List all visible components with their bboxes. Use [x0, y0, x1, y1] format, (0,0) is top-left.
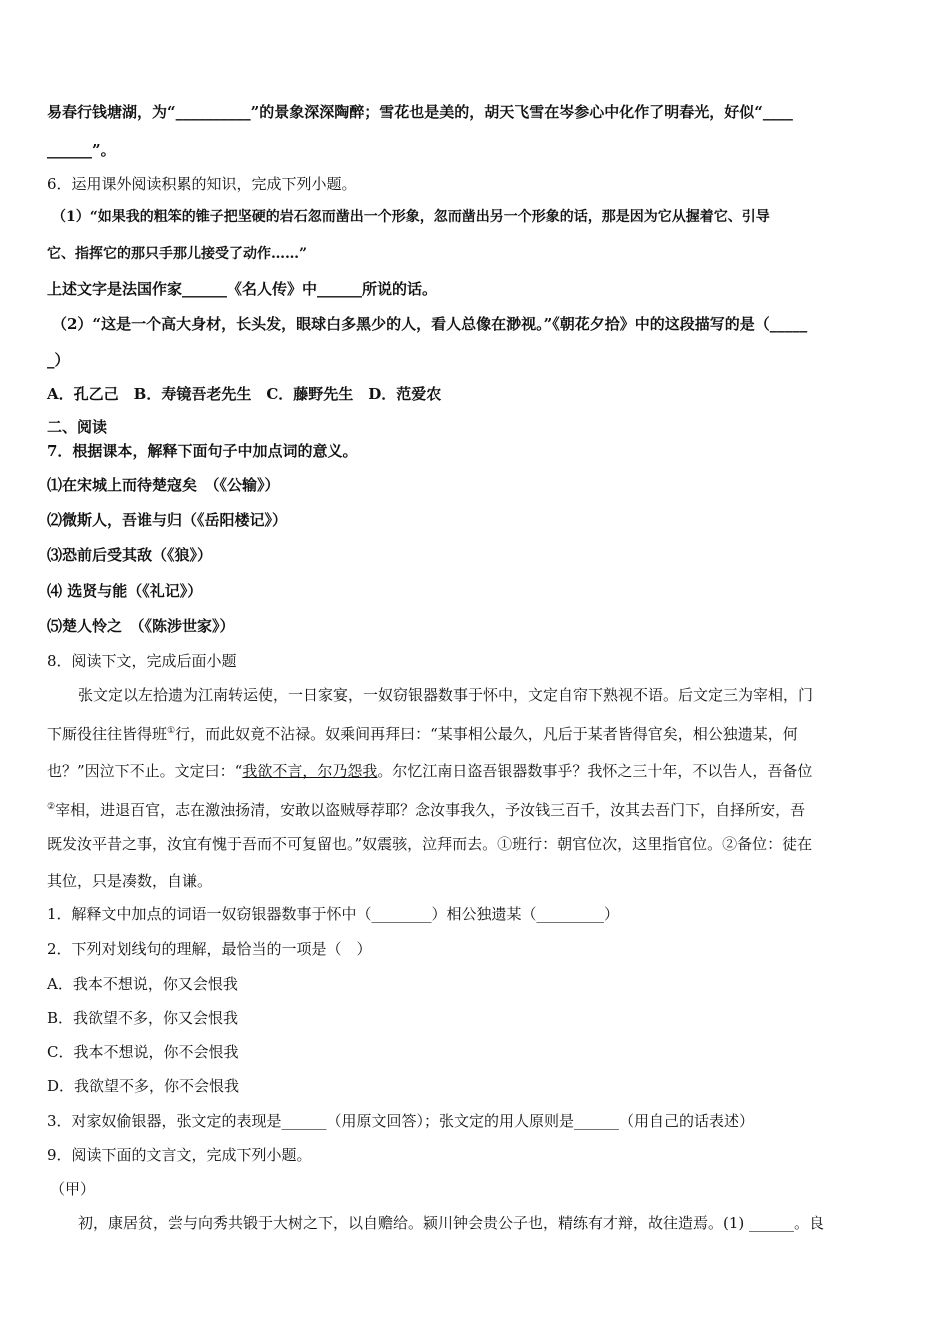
passage-text: 。尔忆江南日盗吾银器数事乎？我怀之三十年，不以告人，吾备位	[377, 762, 813, 780]
q6-sub2-question-line-2: _）	[47, 351, 70, 369]
q8-passage-line-5: 既发汝平昔之事，汝宜有愧于吾而不可复留也。”奴震骇，泣拜而去。①班行：朝官位次，这里指官位。②备位：徒在	[47, 835, 813, 853]
underlined-sentence: 我欲不言，尔乃怨我	[242, 762, 378, 780]
q8-passage-line-1: 张文定以左拾遗为江南转运使，一日家宴，一奴窃银器数事于怀中，文定自帘下熟视不语。后文定三为宰相，门	[78, 686, 814, 704]
q9-part-jia: （甲）	[50, 1180, 96, 1198]
q8-passage-line-6: 其位，只是凑数，自谦。	[47, 872, 213, 890]
passage-text: 也？”因泣下不止。文定曰：“	[47, 762, 243, 780]
q8-sub1: 1．解释文中加点的词语一奴窃银器数事于怀中（________）相公独遗某（_________）	[47, 905, 620, 923]
q5-text-line-1: 易春行钱塘湖，为“__________”的景象深深陶醉；雪花也是美的，胡天飞雪在岑参心中化作了明春光，好似“____	[47, 103, 793, 121]
q6-options: A．孔乙己 B．寿镜吾老先生 C．藤野先生 D．范爱农	[47, 385, 442, 403]
q8-option-d: D．我欲望不多，你不会恨我	[47, 1077, 240, 1095]
passage-text: 宰相，进退百官，志在激浊扬清，安敢以盗贼辱荐耶？念汝事我久，予汝钱三百千，汝其去吾门下，自择所安，吾	[55, 801, 806, 819]
passage-text: 下厮役往往皆得班	[47, 725, 168, 743]
q7-heading: 7．根据课本，解释下面句子中加点词的意义。	[47, 442, 358, 460]
footnote-mark-1: ①	[167, 726, 176, 736]
q7-item-4: ⑷ 选贤与能（《礼记》）	[47, 582, 203, 600]
q6-sub2-question-line-1: （2）“这是一个高大身材，长头发，眼球白多黑少的人，看人总像在渺视。”《朝花夕拾》中的这段描写的是（_____	[52, 315, 808, 333]
q6-heading: 6．运用课外阅读积累的知识，完成下列小题。	[47, 175, 357, 193]
q8-passage-line-2	[47, 720, 798, 745]
q6-quote-line-1: （1）“如果我的粗笨的锥子把坚硬的岩石忽而凿出一个形象，忽而凿出另一个形象的话，那是因为它从握着它、引导	[52, 209, 770, 225]
q8-heading: 8．阅读下文，完成后面小题	[47, 652, 237, 670]
q8-passage-line-3	[47, 760, 812, 782]
q5-text-line-2: ______”。	[47, 141, 116, 159]
q7-item-2: ⑵微斯人，吾谁与归（《岳阳楼记》）	[47, 511, 288, 529]
section-heading-reading: 二、阅读	[47, 418, 108, 436]
q7-item-1: ⑴在宋城上而待楚寇矣 （《公输》）	[47, 476, 280, 494]
q8-passage-line-4	[47, 796, 805, 821]
q9-heading: 9．阅读下面的文言文，完成下列小题。	[47, 1146, 312, 1164]
q6-quote-line-2: 它、指挥它的那只手那儿接受了动作……”	[47, 246, 308, 262]
passage-text: 行，而此奴竟不沾禄。奴乘间再拜曰：“某事相公最久，凡后于某者皆得官矣，相公独遗某，何	[175, 725, 798, 743]
q7-item-5: ⑸楚人怜之 （《陈涉世家》）	[47, 617, 235, 635]
q7-item-3: ⑶恐前后受其敌（《狼》）	[47, 546, 213, 564]
footnote-mark-2: ②	[47, 802, 56, 812]
q8-option-b: B．我欲望不多，你又会恨我	[47, 1009, 239, 1027]
q8-sub2: 2．下列对划线句的理解，最恰当的一项是（ ）	[47, 940, 372, 958]
q8-sub3: 3．对家奴偷银器，张文定的表现是______（用原文回答）；张文定的用人原则是______（用自己的话表述）	[47, 1112, 755, 1130]
q9-passage-line-1: 初，康居贫，尝与向秀共锻于大树之下，以自赡给。颍川钟会贵公子也，精练有才辩，故往造焉。(1) ______。良	[78, 1214, 825, 1232]
q8-option-a: A．我本不想说，你又会恨我	[47, 975, 238, 993]
q8-option-c: C．我本不想说，你不会恨我	[47, 1043, 239, 1061]
q6-sub1-question: 上述文字是法国作家______《名人传》中______所说的话。	[47, 280, 438, 298]
